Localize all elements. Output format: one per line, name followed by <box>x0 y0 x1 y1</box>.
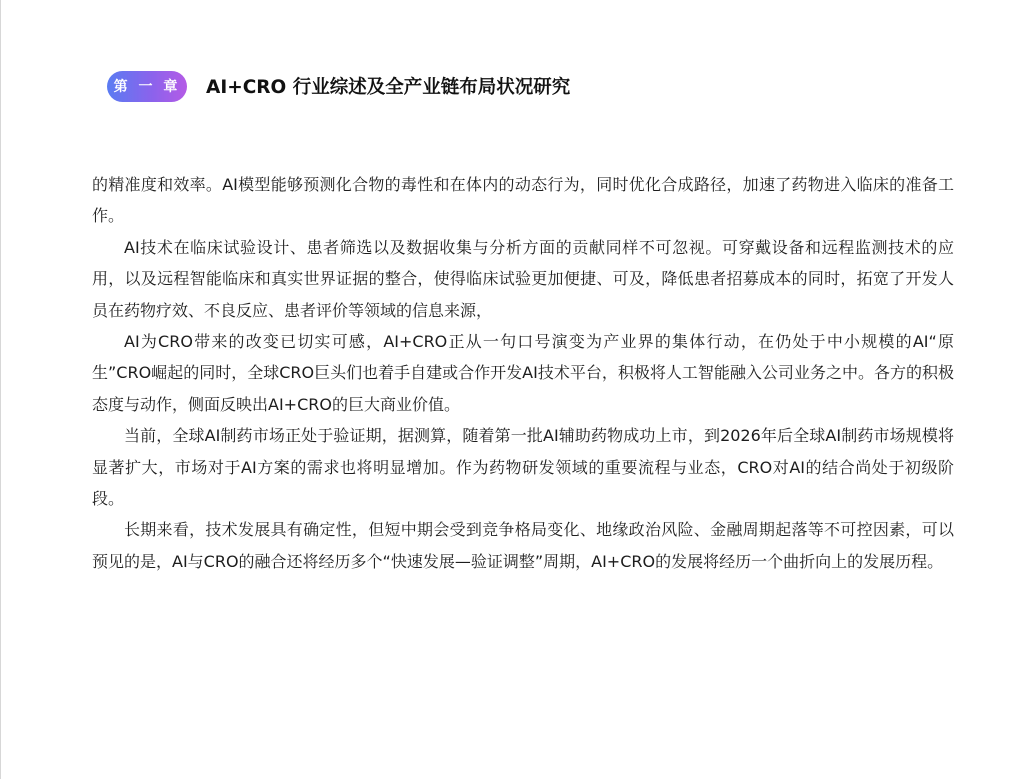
chapter-badge: 第 一 章 <box>107 71 187 102</box>
chapter-title: AI+CRO 行业综述及全产业链布局状况研究 <box>206 77 571 98</box>
paragraph-ai-cro-change: AI为CRO带来的改变已切实可感，AI+CRO正从一句口号演变为产业界的集体行动，在仍处于中小规模的AI“原生”CRO崛起的同时，全球CRO巨头们也着手自建或合作开发AI技术平台，积极将人工智能融入公司业务之中。各方的积极态度与动作，侧面反映出AI+CRO的巨大商业价值。 <box>92 332 954 414</box>
chapter-header <box>107 70 570 102</box>
body-text <box>92 169 954 577</box>
paragraph-ai-clinical-trials: AI技术在临床试验设计、患者筛选以及数据收集与分析方面的贡献同样不可忽视。可穿戴设备和远程监测技术的应用，以及远程智能临床和真实世界证据的整合，使得临床试验更加便捷、可及，降低患者招募成本的同时，拓宽了开发人员在药物疗效、不良反应、患者评价等领域的信息来源， <box>92 237 954 320</box>
paragraph-long-term-outlook: 长期来看，技术发展具有确定性，但短中期会受到竞争格局变化、地缘政治风险、金融周期起落等不可控因素，可以预见的是，AI与CRO的融合还将经历多个“快速发展—验证调整”周期，AI+CRO的发展将经历一个曲折向上的发展历程。 <box>92 520 954 571</box>
page-edge <box>0 0 1 779</box>
paragraph-continuation: 的精准度和效率。AI模型能够预测化合物的毒性和在体内的动态行为，同时优化合成路径，加速了药物进入临床的准备工作。 <box>92 175 954 226</box>
paragraph-market-validation: 当前，全球AI制药市场正处于验证期，据测算，随着第一批AI辅助药物成功上市，到2026年后全球AI制药市场规模将显著扩大，市场对于AI方案的需求也将明显增加。作为药物研发领域的重要流程与业态，CRO对AI的结合尚处于初级阶段。 <box>92 426 954 509</box>
